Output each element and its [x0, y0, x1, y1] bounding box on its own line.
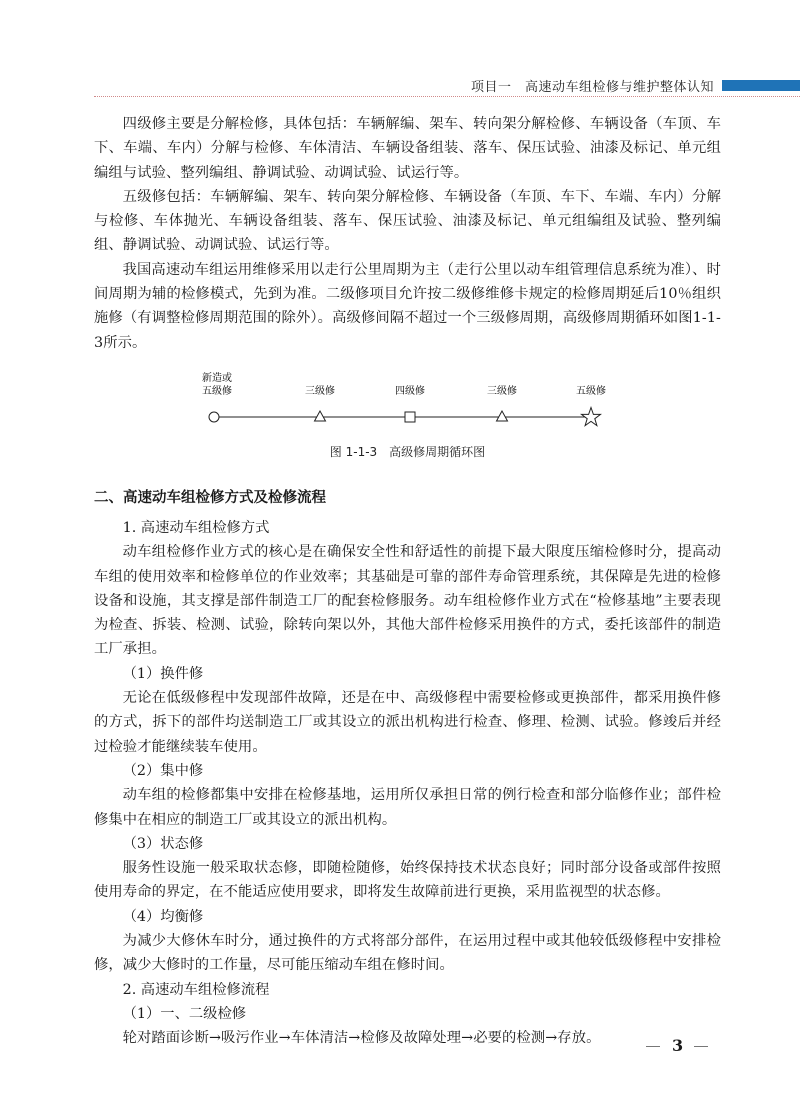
item-title: （4）均衡修 — [122, 908, 204, 925]
footer-dash-right — [694, 1046, 708, 1047]
triangle-marker — [497, 411, 508, 421]
page-content — [94, 112, 721, 1051]
running-header — [0, 66, 800, 96]
paragraph: 五级修包括：车辆解编、架车、转向架分解检修、车辆设备（车顶、车下、车端、车内）分解与检修、车体抛光、车辆设备组装、落车、保压试验、油漆及标记、单元组编组及试验、整列编组、静调试验、动调试验、试运行等。 — [94, 188, 721, 254]
item-title: （3）状态修 — [122, 835, 204, 852]
circle-marker — [209, 412, 219, 422]
triangle-marker — [315, 411, 326, 421]
header-title: 项目一 高速动车组检修与维护整体认知 — [470, 80, 714, 95]
node-label: 五级修 — [202, 385, 232, 397]
figure-caption: 图 1-1-3 高级修周期循环图 — [329, 444, 486, 459]
subsection-heading: 1. 高速动车组检修方式 — [122, 519, 270, 536]
node-label: 四级修 — [395, 385, 425, 397]
item-title: （2）集中修 — [122, 762, 204, 779]
node-label: 三级修 — [305, 385, 335, 397]
node-label: 三级修 — [487, 385, 517, 397]
paragraph: 为减少大修休车时分，通过换件的方式将部分部件，在运用过程中或其他较低级修程中安排检修，减少大修时的工作量，尽可能压缩动车组在修时间。 — [94, 933, 721, 974]
paragraph: 服务性设施一般采取状态修，即随检随修，始终保持技术状态良好；同时部分设备或部件按照使用寿命的界定，在不能适应使用要求，即将发生故障前进行更换，采用监视型的状态修。 — [94, 860, 721, 901]
paragraph: 四级修主要是分解检修，具体包括：车辆解编、架车、转向架分解检修、车辆设备（车顶、车下、车端、车内）分解与检修、车体清洁、车辆设备组装、落车、保压试验、油漆及标记、单元组编组与试验、整列编组、静调试验、动调试验、试运行等。 — [94, 116, 721, 181]
subsection-heading: 2. 高速动车组检修流程 — [122, 981, 270, 998]
paragraph: 我国高速动车组运用维修采用以走行公里周期为主（走行公里以动车组管理信息系统为准）、时间周期为辅的检修模式，先到为准。二级修项目允许按二级修维修卡规定的检修周期延后10％组织施修（有调整检修周期范围的除外）。高级修间隔不超过一个三级修周期，高级修周期循环如图1-1-3所示。 — [94, 261, 721, 351]
paragraph: 无论在低级修程中发现部件故障，还是在中、高级修程中需要检修或更换部件，都采用换件修的方式，拆下的部件均送制造工厂或其设立的派出机构进行检查、修理、检测、试验。修竣后并经过检验才能继续装车使用。 — [94, 690, 721, 755]
item-title: （1）一、二级检修 — [122, 1005, 247, 1022]
page-number: 3 — [672, 1036, 684, 1055]
header-accent-bar — [722, 80, 800, 91]
item-title: （1）换件修 — [122, 665, 204, 682]
paragraph: 动车组的检修都集中安排在检修基地，运用所仅承担日常的例行检查和部分临修作业；部件检修集中在相应的制造工厂或其设立的派出机构。 — [94, 787, 721, 828]
node-label: 五级修 — [576, 385, 606, 397]
square-marker — [405, 412, 415, 422]
header-dotted-rule — [94, 96, 800, 97]
cycle-diagram — [94, 369, 721, 439]
node-label: 新造或 — [202, 372, 232, 384]
section-heading: 二、高速动车组检修方式及检修流程 — [94, 489, 326, 506]
star-marker — [582, 407, 601, 425]
paragraph: 轮对踏面诊断→吸污作业→车体清洁→检修及故障处理→必要的检测→存放。 — [122, 1030, 601, 1047]
page-footer — [630, 1034, 730, 1058]
cycle-figure — [94, 369, 721, 473]
footer-dash-left — [646, 1046, 660, 1047]
paragraph: 动车组检修作业方式的核心是在确保安全性和舒适性的前提下最大限度压缩检修时分，提高动车组的使用效率和检修单位的作业效率；其基础是可靠的部件寿命管理系统，其保障是先进的检修设备和设施，其支撑是部件制造工厂的配套检修服务。动车组检修作业方式在“检修基地”主要表现为检查、拆装、检测、试验，除转向架以外，其他大部件检修采用换件的方式，委托该部件的制造工厂承担。 — [94, 544, 721, 658]
